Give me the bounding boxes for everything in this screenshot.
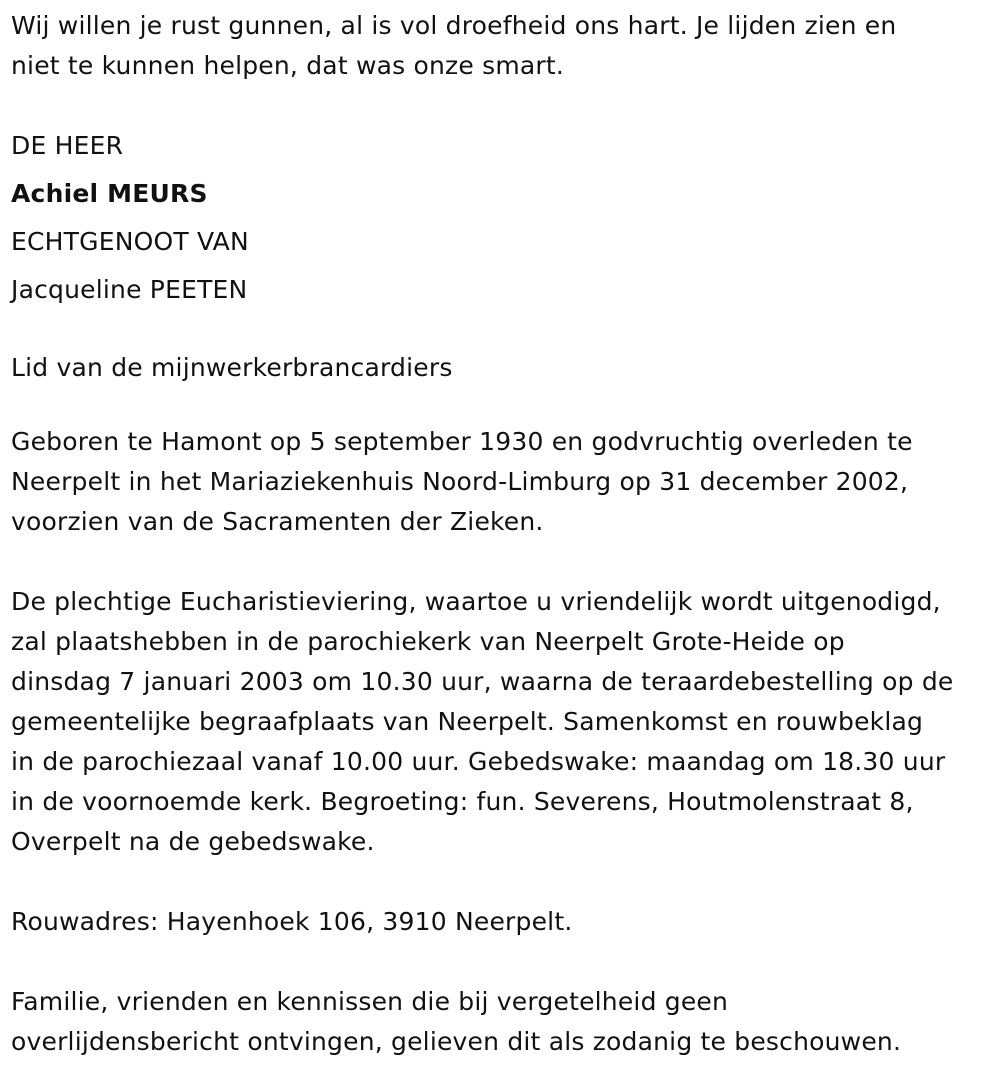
intro-verse [11, 6, 996, 86]
spouse-name: Jacqueline PEETEN [11, 275, 248, 304]
birth-death-line: Neerpelt in het Mariaziekenhuis Noord-Limburg op 31 december 2002, [11, 467, 909, 496]
family-note-line: overlijdensbericht ontvingen, gelieven dit als zodanig te beschouwen. [11, 1027, 902, 1056]
deceased-block [11, 122, 996, 314]
service-line: zal plaatshebben in de parochiekerk van Neerpelt Grote-Heide op [11, 627, 845, 656]
service-line: dinsdag 7 januari 2003 om 10.30 uur, waarna de teraardebestelling op de [11, 667, 954, 696]
family-note-paragraph [11, 982, 996, 1062]
service-paragraph [11, 582, 996, 862]
intro-line: Wij willen je rust gunnen, al is vol droefheid ons hart. Je lijden zien en [11, 11, 897, 40]
deceased-name: Achiel MEURS [11, 179, 208, 208]
service-line: in de voornoemde kerk. Begroeting: fun. Severens, Houtmolenstraat 8, [11, 787, 914, 816]
intro-line: niet te kunnen helpen, dat was onze smart. [11, 51, 565, 80]
birth-death-line: Geboren te Hamont op 5 september 1930 en godvruchtig overleden te [11, 427, 913, 456]
membership-text [11, 348, 996, 388]
address-line: Rouwadres: Hayenhoek 106, 3910 Neerpelt. [11, 907, 573, 936]
service-line: Overpelt na de gebedswake. [11, 827, 375, 856]
family-note-line: Familie, vrienden en kennissen die bij vergetelheid geen [11, 987, 729, 1016]
deceased-relation: ECHTGENOOT VAN [11, 227, 249, 256]
service-line: in de parochiezaal vanaf 10.00 uur. Gebedswake: maandag om 18.30 uur [11, 747, 946, 776]
obituary-document [11, 0, 996, 1062]
birth-death-line: voorzien van de Sacramenten der Zieken. [11, 507, 544, 536]
service-line: De plechtige Eucharistieviering, waartoe u vriendelijk wordt uitgenodigd, [11, 587, 941, 616]
service-line: gemeentelijke begraafplaats van Neerpelt. Samenkomst en rouwbeklag [11, 707, 924, 736]
birth-death-paragraph [11, 422, 996, 542]
mourning-address [11, 902, 996, 942]
deceased-title: DE HEER [11, 131, 124, 160]
membership-line: Lid van de mijnwerkerbrancardiers [11, 353, 453, 382]
